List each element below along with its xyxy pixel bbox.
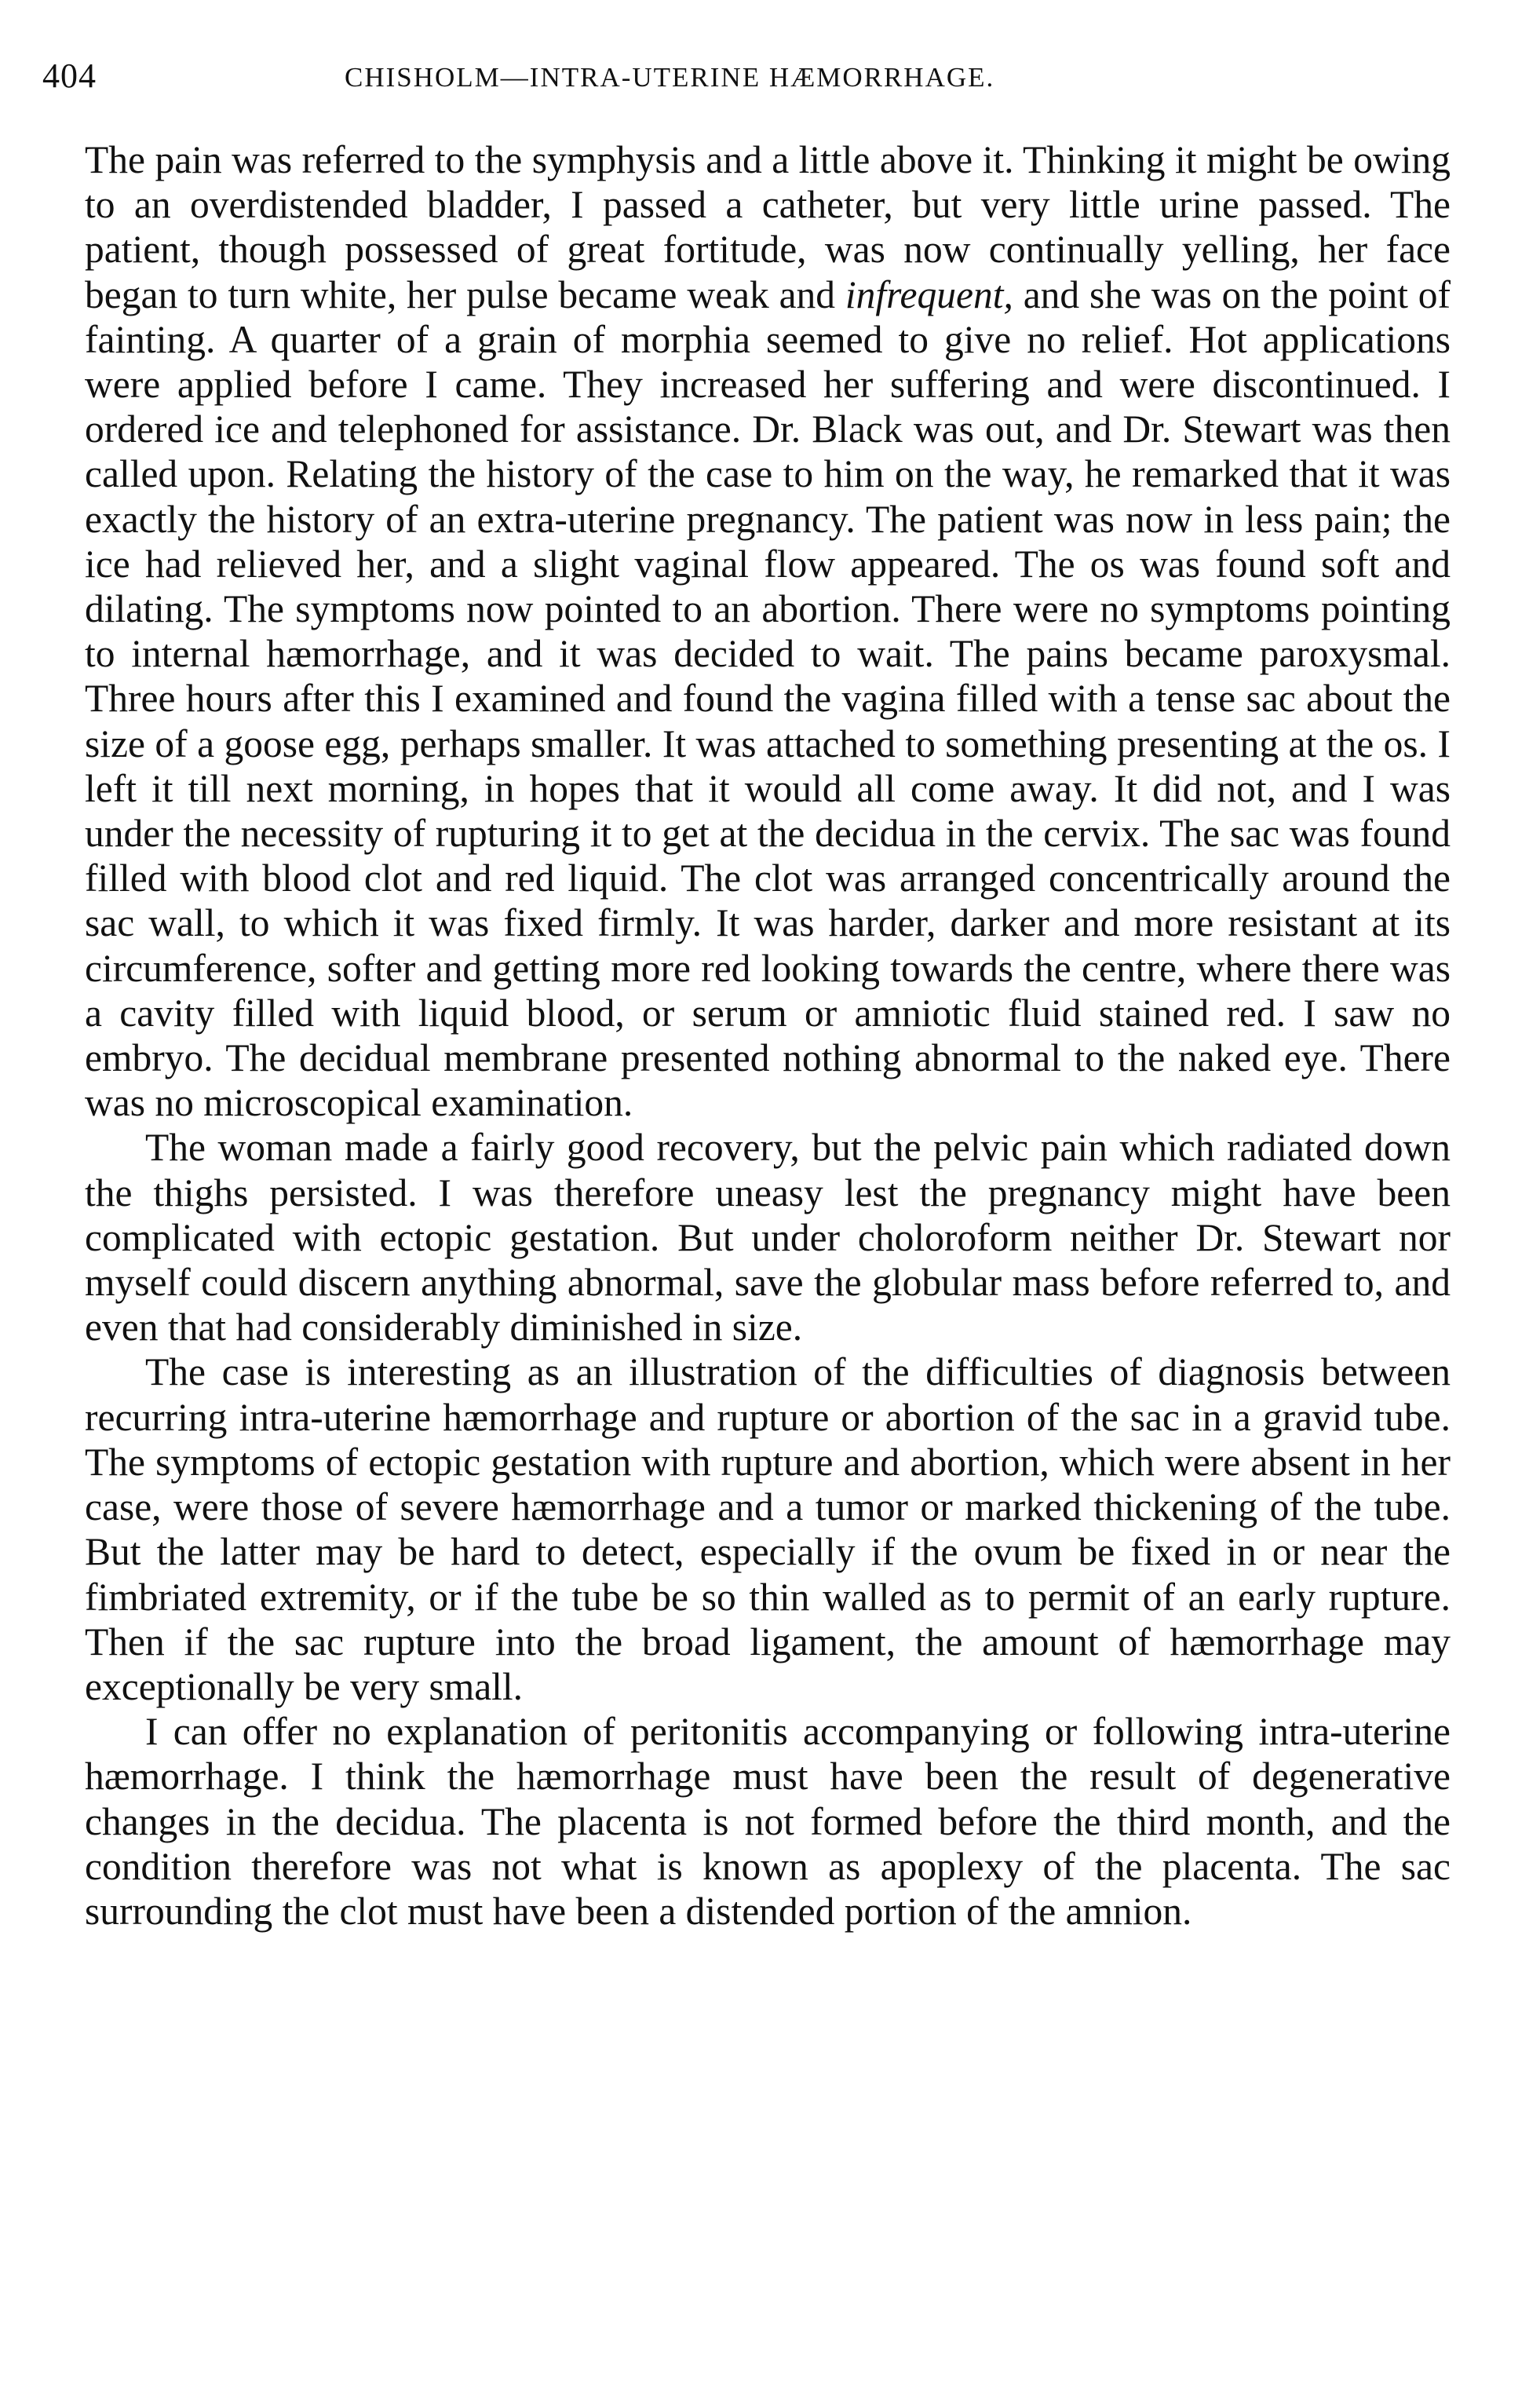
paragraph-3: The case is interesting as an illustration of the difficulties of diagnosis between recurring intra-uterine hæmorrhage and rupture or abortion of the sac in a gravid tube. The symptoms of ectopic gestation with rupture and abortion, which were absent in her case, were those of severe hæmorrhage and a tumor or marked thickening of the tube. But the latter may be hard to detect, especially if the ovum be fixed in or near the fimbriated extremity, or if the tube be so thin walled as to permit of an early rupture. Then if the sac rupture into the broad ligament, the amount of hæmorrhage may exceptionally be very small. [85, 1350, 1451, 1708]
paragraph-1-italic-word: infrequent, [845, 272, 1013, 316]
article-body [85, 137, 1451, 1934]
paragraph-1 [85, 137, 1451, 1125]
paragraph-1-text-start: The pain was referred to the symphysis and a little above it. Thinking it might be owing to an overdistended bladder, I passed a catheter, but very little urine passed. The patient, though possessed of great fortitude, was now continually yelling, her face began to turn white, her pulse became weak and [85, 138, 1451, 316]
paragraph-4: I can offer no explanation of peritonitis accompanying or following intra-uterine hæmorrhage. I think the hæmorrhage must have been the result of degenerative changes in the decidua. The placenta is not formed before the third month, and the condition therefore was not what is known as apoplexy of the placenta. The sac surrounding the clot must have been a distended portion of the amnion. [85, 1710, 1451, 1933]
running-header [42, 49, 1455, 104]
paragraph-2: The woman made a fairly good recovery, but the pelvic pain which radiated down the thighs persisted. I was therefore uneasy lest the pregnancy might have been complicated with ectopic gestation. But under choloroform neither Dr. Stewart nor myself could discern anything abnormal, save the globular mass before referred to, and even that had considerably diminished in size. [85, 1126, 1451, 1349]
paragraph-1-text-end: and she was on the point of fainting. A quarter of a grain of morphia seemed to give no relief. Hot applications were applied before I came. They increased her suffering and were discontinued. I ordered ice and telephoned for assistance. Dr. Black was out, and Dr. Stewart was then called upon. Relating the history of the case to him on the way, he remarked that it was exactly the history of an extra-uterine pregnancy. The patient was now in less pain; the ice had relieved her, and a slight vaginal flow appeared. The os was found soft and dilating. The symptoms now pointed to an abortion. There were no symptoms pointing to internal hæmorrhage, and it was decided to wait. The pains became paroxysmal. Three hours after this I examined and found the vagina filled with a tense sac about the size of a goose egg, perhaps smaller. It was attached to something presenting at the os. I left it till next morning, in hopes that it would all come away. It did not, and I was under the necessity of rupturing it to get at the decidua in the cervix. The sac was found filled with blood clot and red liquid. The clot was arranged concentrically around the sac wall, to which it was fixed firmly. It was harder, darker and more resistant at its circumference, softer and getting more red looking towards the centre, where there was a cavity filled with liquid blood, or serum or amniotic fluid stained red. I saw no embryo. The decidual membrane presented nothing abnormal to the naked eye. There was no microscopical examination. [85, 272, 1451, 1125]
running-title: CHISHOLM—INTRA-UTERINE HÆMORRHAGE. [345, 62, 995, 93]
page-number: 404 [42, 57, 97, 95]
